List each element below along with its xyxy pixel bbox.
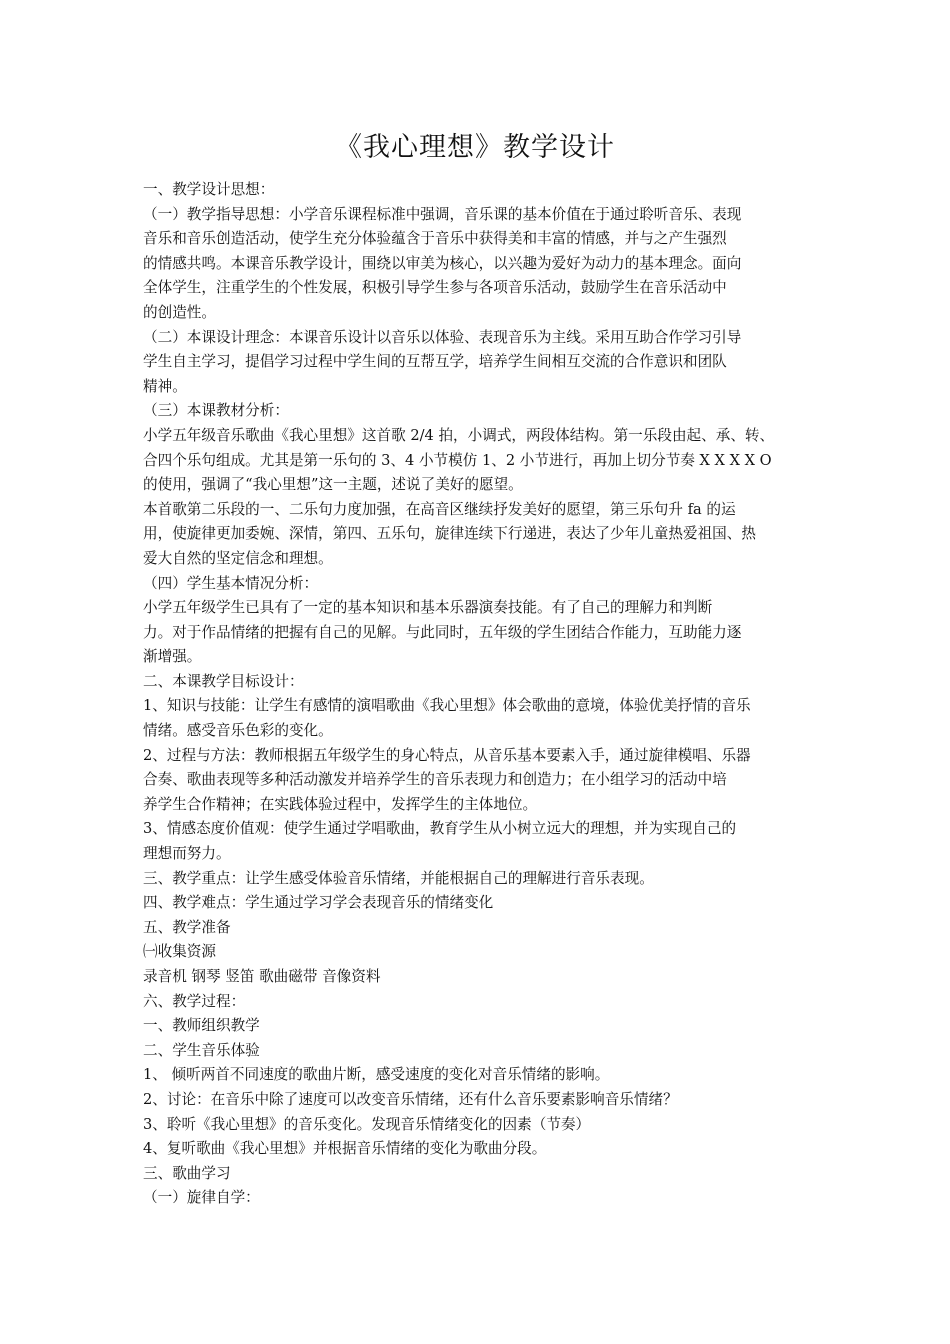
text-line: 录音机 钢琴 竖笛 歌曲磁带 音像资料 — [143, 968, 381, 985]
text-line: 的创造性。 — [143, 303, 216, 321]
page-title: 《我心理想》教学设计 — [335, 132, 615, 163]
text-line: 二、本课教学目标设计： — [143, 672, 304, 690]
text-line: 一、教学设计思想： — [143, 181, 275, 198]
text-line: 渐增强。 — [143, 648, 202, 666]
text-line: 学生自主学习，提倡学习过程中学生间的互帮互学，培养学生间相互交流的合作意识和团队 — [143, 353, 727, 371]
text-line: 一、教师组织教学 — [143, 1017, 260, 1035]
text-line: 爱大自然的坚定信念和理想。 — [143, 549, 333, 567]
text-line: 3、情感态度价值观：使学生通过学唱歌曲，教育学生从小树立远大的理想，并为实现自己的 — [143, 820, 737, 838]
text-line: 二、学生音乐体验 — [143, 1041, 260, 1059]
text-line: 合四个乐句组成。尤其是第一乐句的 3、4 小节模仿 1、2 小节进行，再加上切分节奏 X X X X O — [143, 451, 772, 469]
text-line: 用，使旋律更加委婉、深情，第四、五乐句，旋律连续下行递进，表达了少年儿童热爱祖国、热 — [143, 525, 756, 543]
text-line: 养学生合作精神；在实践体验过程中，发挥学生的主体地位。 — [143, 795, 538, 813]
text-line: （一）教学指导思想：小学音乐课程标准中强调，音乐课的基本价值在于通过聆听音乐、表现 — [143, 205, 742, 223]
text-line: 精神。 — [143, 377, 187, 395]
text-line: 2、讨论：在音乐中除了速度可以改变音乐情绪，还有什么音乐要素影响音乐情绪？ — [143, 1090, 678, 1108]
text-line: （一）旋律自学： — [143, 1189, 260, 1207]
text-line: 3、聆听《我心里想》的音乐变化。发现音乐情绪变化的因素（节奏） — [143, 1115, 591, 1133]
text-line: 六、教学过程： — [143, 992, 246, 1010]
text-line: 力。对于作品情绪的把握有自己的见解。与此同时，五年级的学生团结合作能力，互助能力逐 — [143, 623, 742, 641]
text-line: 理想而努力。 — [143, 845, 231, 863]
text-line: 小学五年级音乐歌曲《我心里想》这首歌 2/4 拍，小调式，两段体结构。第一乐段由起、承、转、 — [143, 426, 775, 444]
text-line: 四、教学难点：学生通过学习学会表现音乐的情绪变化 — [143, 894, 494, 912]
text-line: （二）本课设计理念：本课音乐设计以音乐以体验、表现音乐为主线。采用互助合作学习引导 — [143, 328, 742, 346]
text-line: 4、复听歌曲《我心里想》并根据音乐情绪的变化为歌曲分段。 — [143, 1140, 547, 1158]
text-line: 音乐和音乐创造活动，使学生充分体验蕴含于音乐中获得美和丰富的情感，并与之产生强烈 — [143, 230, 727, 248]
text-line: 2、过程与方法：教师根据五年级学生的身心特点，从音乐基本要素入手，通过旋律模唱、乐器 — [143, 746, 751, 764]
text-line: 情绪。感受音乐色彩的变化。 — [143, 722, 333, 740]
document-body — [143, 178, 811, 1211]
text-line: （四）学生基本情况分析： — [143, 574, 319, 592]
text-line: 合奏、歌曲表现等多种活动激发并培养学生的音乐表现力和创造力；在小组学习的活动中培 — [143, 771, 727, 789]
text-line: 五、教学准备 — [143, 918, 231, 936]
text-line: 三、歌曲学习 — [143, 1164, 231, 1182]
text-line: 的使用，强调了“我心里想”这一主题，述说了美好的愿望。 — [143, 476, 523, 494]
text-line: 本首歌第二乐段的一、二乐句力度加强，在高音区继续抒发美好的愿望，第三乐句升 fa 的运 — [143, 500, 736, 518]
text-line: 的情感共鸣。本课音乐教学设计，围绕以审美为核心，以兴趣为爱好为动力的基本理念。面向 — [143, 254, 742, 272]
text-line: 1、 倾听两首不同速度的歌曲片断，感受速度的变化对音乐情绪的影响。 — [143, 1066, 610, 1084]
text-line: 小学五年级学生已具有了一定的基本知识和基本乐器演奏技能。有了自己的理解力和判断 — [143, 599, 713, 617]
text-line: 三、教学重点：让学生感受体验音乐情绪，并能根据自己的理解进行音乐表现。 — [143, 869, 654, 887]
text-line: 1、知识与技能：让学生有感情的演唱歌曲《我心里想》体会歌曲的意境，体验优美抒情的音乐 — [143, 697, 751, 715]
text-line: （三）本课教材分析： — [143, 402, 289, 420]
text-line: 全体学生，注重学生的个性发展，积极引导学生参与各项音乐活动，鼓励学生在音乐活动中 — [143, 279, 727, 297]
text-line: ㈠收集资源 — [143, 943, 216, 961]
